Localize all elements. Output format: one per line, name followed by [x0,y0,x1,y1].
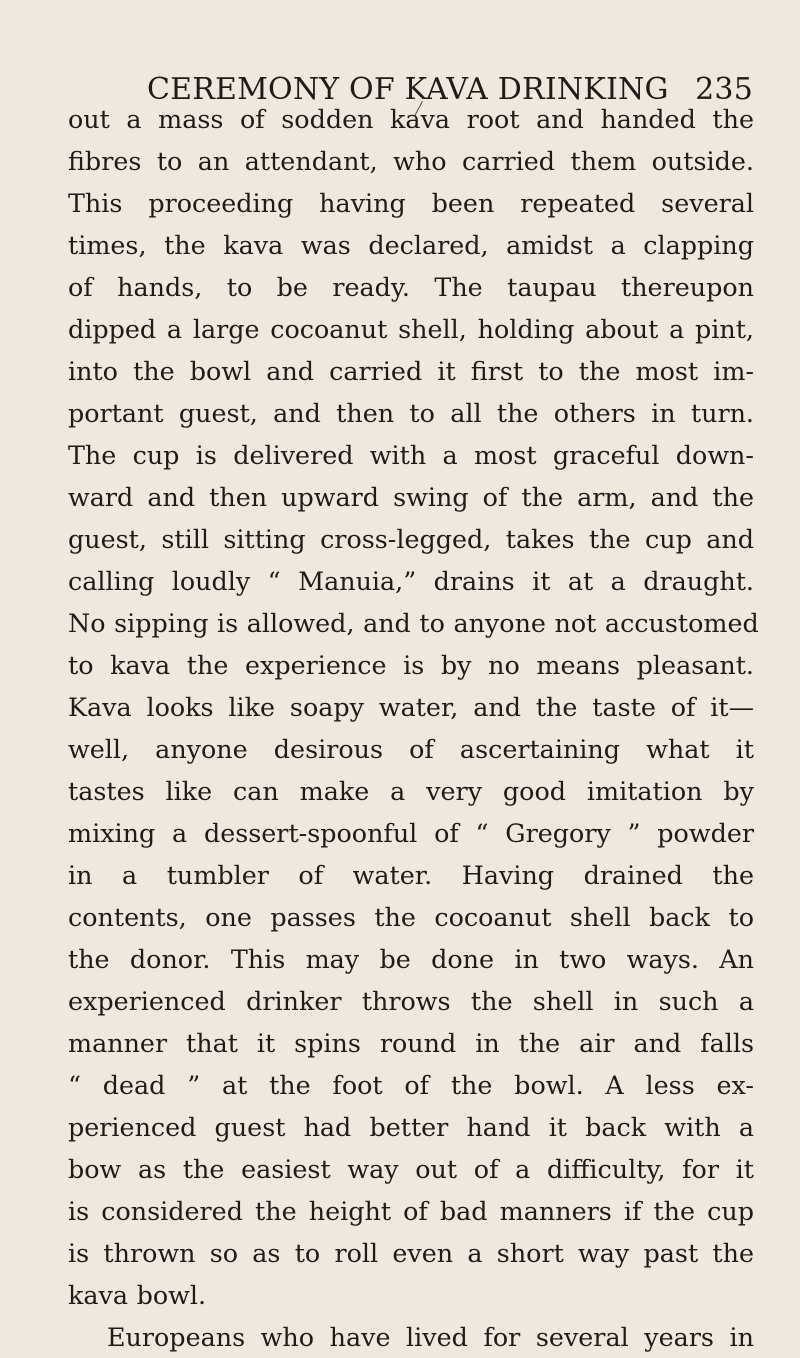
text-line: tastes like can make a very good imitation by [68,776,754,806]
text-line: This proceeding having been repeated several [68,188,754,218]
text-line: bow as the easiest way out of a difficulty, for it [68,1154,754,1184]
text-line: “ dead ” at the foot of the bowl. A less ex- [68,1070,754,1100]
text-line: portant guest, and then to all the others in turn. [68,398,754,428]
text-line: into the bowl and carried it first to the most im- [68,356,754,386]
text-line: manner that it spins round in the air and falls [68,1028,754,1058]
text-line: experienced drinker throws the shell in such a [68,986,754,1016]
text-line: out a mass of sodden kava root and handed the [68,104,754,134]
text-line: No sipping is allowed, and to anyone not accustomed [68,608,759,638]
body-text [68,98,759,1358]
text-line: The cup is delivered with a most graceful down- [68,440,754,470]
running-title: CEREMONY OF KAVA DRINKING [147,72,669,107]
text-line: is thrown so as to roll even a short way past the [68,1238,754,1268]
text-line: guest, still sitting cross-legged, takes the cup and [68,524,754,554]
text-line: of hands, to be ready. The taupau thereupon [68,272,754,302]
text-line: Europeans who have lived for several years in [107,1322,754,1352]
text-line: kava bowl. [68,1280,207,1310]
text-line: times, the kava was declared, amidst a clapping [68,230,754,260]
text-line: mixing a dessert-spoonful of “ Gregory ” powder [68,818,754,848]
text-line: Kava looks like soapy water, and the taste of it— [68,692,754,722]
text-line: to kava the experience is by no means pleasant. [68,650,754,680]
text-line: in a tumbler of water. Having drained the [68,860,754,890]
paragraph-1 [68,98,759,1316]
text-line: perienced guest had better hand it back with a [68,1112,754,1142]
text-line: contents, one passes the cocoanut shell back to [68,902,754,932]
text-line: well, anyone desirous of ascertaining what it [68,734,754,764]
text-line: ward and then upward swing of the arm, and the [68,482,754,512]
text-line: is considered the height of bad manners if the cup [68,1196,754,1226]
paragraph-2 [68,1316,754,1358]
page-number: 235 [695,72,753,107]
text-line: calling loudly “ Manuia,” drains it at a draught. [68,566,754,596]
text-line: dipped a large cocoanut shell, holding about a pint, [68,314,754,344]
text-line: fibres to an attendant, who carried them outside. [68,146,754,176]
text-line: the donor. This may be done in two ways. An [68,944,754,974]
